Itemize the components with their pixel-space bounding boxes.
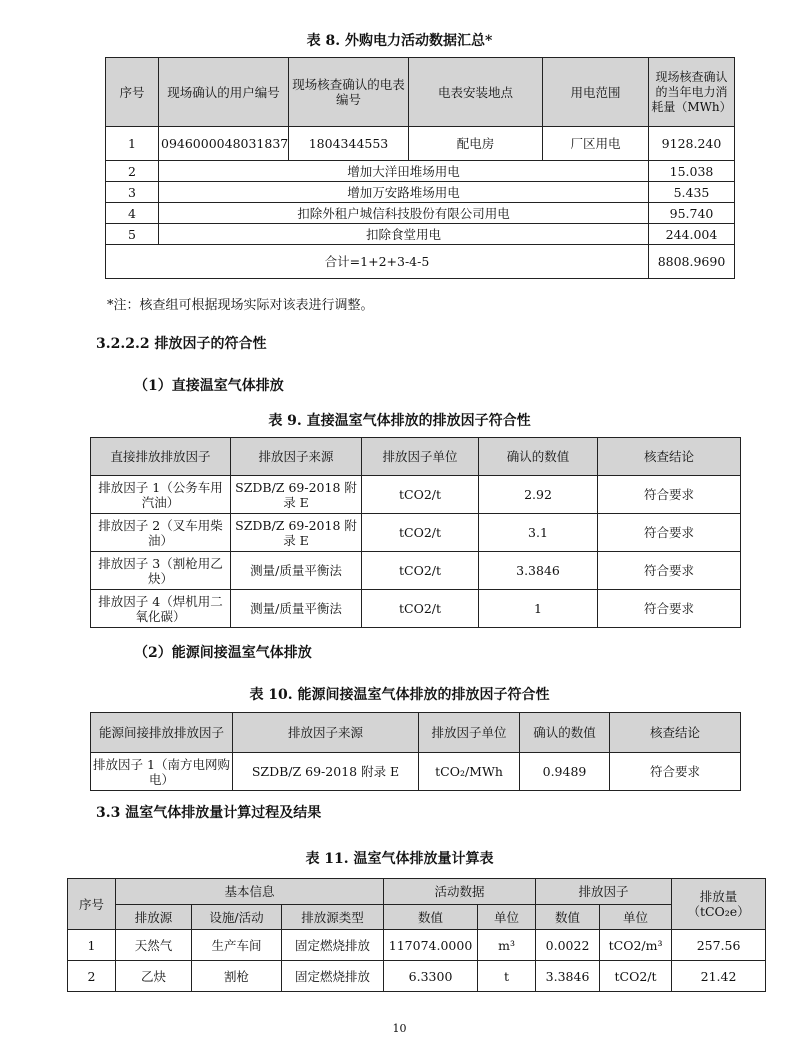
- t11-cell: 乙炔: [116, 961, 192, 992]
- t8-cell: 扣除外租户城信科技股份有限公司用电: [159, 203, 649, 224]
- t9-cell: 测量/质量平衡法: [231, 552, 362, 590]
- t9-cell: 符合要求: [598, 476, 741, 514]
- table-row: [91, 476, 741, 514]
- t11-cell: 3.3846: [536, 961, 600, 992]
- t9-cell: 3.1: [479, 514, 598, 552]
- t8-cell: 1: [106, 127, 159, 161]
- t9-header: 核查结论: [598, 438, 741, 476]
- t8-total-value: 8808.9690: [649, 245, 735, 279]
- t11-subheader: 排放源类型: [282, 905, 384, 930]
- t8-cell: 9128.240: [649, 127, 735, 161]
- t8-cell: 3: [106, 182, 159, 203]
- t11-subheader: 单位: [478, 905, 536, 930]
- t8-header-no: 序号: [106, 58, 159, 127]
- table-11: [67, 878, 766, 992]
- t9-cell: 符合要求: [598, 552, 741, 590]
- t8-cell: 244.004: [649, 224, 735, 245]
- table-8-header-row: [106, 58, 735, 127]
- t10-cell: tCO₂/MWh: [419, 753, 520, 791]
- subsection-indirect-heading: （2）能源间接温室气体排放: [134, 645, 312, 661]
- t9-cell: 符合要求: [598, 590, 741, 628]
- t8-cell: 95.740: [649, 203, 735, 224]
- t8-cell: 4: [106, 203, 159, 224]
- table-row: [68, 961, 766, 992]
- table-9-header-row: [91, 438, 741, 476]
- table-9-caption: 表 9. 直接温室气体排放的排放因子符合性: [268, 413, 531, 429]
- t10-header: 能源间接排放排放因子: [91, 713, 233, 753]
- t11-cell: 天然气: [116, 930, 192, 961]
- section-3-2-2-2-heading: 3.2.2.2 排放因子的符合性: [96, 336, 267, 352]
- t9-cell: 3.3846: [479, 552, 598, 590]
- table-row: [106, 203, 735, 224]
- section-3-3-heading: 3.3 温室气体排放量计算过程及结果: [96, 805, 322, 821]
- page-number: 10: [392, 1022, 407, 1035]
- t9-cell: 排放因子 1（公务车用汽油）: [91, 476, 231, 514]
- t8-header-scope: 用电范围: [543, 58, 649, 127]
- t11-subheader: 单位: [600, 905, 672, 930]
- t11-cell: m³: [478, 930, 536, 961]
- table-row: [91, 753, 741, 791]
- t9-header: 排放因子来源: [231, 438, 362, 476]
- t8-cell: 厂区用电: [543, 127, 649, 161]
- t9-header: 确认的数值: [479, 438, 598, 476]
- t11-cell: 2: [68, 961, 116, 992]
- t10-header: 确认的数值: [520, 713, 610, 753]
- t9-cell: 排放因子 2（叉车用柴油）: [91, 514, 231, 552]
- t8-header-location: 电表安装地点: [409, 58, 543, 127]
- t8-cell: 增加大洋田堆场用电: [159, 161, 649, 182]
- table-row: [91, 514, 741, 552]
- t8-cell: 1804344553: [289, 127, 409, 161]
- table-row: [106, 224, 735, 245]
- t10-cell: 排放因子 1（南方电网购电）: [91, 753, 233, 791]
- t11-subheader: 数值: [536, 905, 600, 930]
- t8-cell: 5: [106, 224, 159, 245]
- t10-header: 排放因子来源: [233, 713, 419, 753]
- table-8-caption: 表 8. 外购电力活动数据汇总*: [306, 33, 493, 49]
- t10-header: 排放因子单位: [419, 713, 520, 753]
- t9-header: 排放因子单位: [362, 438, 479, 476]
- t9-cell: 测量/质量平衡法: [231, 590, 362, 628]
- t11-header-activity: 活动数据: [384, 879, 536, 905]
- t8-cell: 扣除食堂用电: [159, 224, 649, 245]
- t9-cell: tCO2/t: [362, 514, 479, 552]
- t9-cell: 符合要求: [598, 514, 741, 552]
- t11-header-no: 序号: [68, 879, 116, 930]
- t11-cell: t: [478, 961, 536, 992]
- t10-header: 核查结论: [610, 713, 741, 753]
- table-total-row: [106, 245, 735, 279]
- t8-header-user-id: 现场确认的用户编号: [159, 58, 289, 127]
- t9-cell: tCO2/t: [362, 476, 479, 514]
- t9-cell: 排放因子 4（焊机用二氧化碳）: [91, 590, 231, 628]
- t8-cell: 2: [106, 161, 159, 182]
- table-11-subheader-row: [68, 905, 766, 930]
- t9-cell: 1: [479, 590, 598, 628]
- t9-cell: 2.92: [479, 476, 598, 514]
- t11-header-factor: 排放因子: [536, 879, 672, 905]
- t8-cell: 配电房: [409, 127, 543, 161]
- table-row: [106, 127, 735, 161]
- t8-total-label: 合计=1+2+3-4-5: [106, 245, 649, 279]
- t9-header: 直接排放排放因子: [91, 438, 231, 476]
- t11-cell: 固定燃烧排放: [282, 930, 384, 961]
- subsection-direct-heading: （1）直接温室气体排放: [134, 378, 284, 394]
- table-10-caption: 表 10. 能源间接温室气体排放的排放因子符合性: [249, 687, 550, 703]
- table-row: [91, 590, 741, 628]
- t9-cell: SZDB/Z 69-2018 附录 E: [231, 476, 362, 514]
- table-11-caption: 表 11. 温室气体排放量计算表: [305, 851, 494, 867]
- t11-cell: 割枪: [192, 961, 282, 992]
- table-10-header-row: [91, 713, 741, 753]
- t11-cell: 257.56: [672, 930, 766, 961]
- t11-header-emission: 排放量（tCO₂e）: [672, 879, 766, 930]
- t11-subheader: 排放源: [116, 905, 192, 930]
- table-9: [90, 437, 741, 628]
- t11-cell: 6.3300: [384, 961, 478, 992]
- t10-cell: 符合要求: [610, 753, 741, 791]
- table-8: [105, 57, 735, 279]
- t11-cell: 0.0022: [536, 930, 600, 961]
- t11-header-basic: 基本信息: [116, 879, 384, 905]
- t11-cell: 固定燃烧排放: [282, 961, 384, 992]
- t11-cell: 生产车间: [192, 930, 282, 961]
- t11-cell: 117074.0000: [384, 930, 478, 961]
- table-11-header-row: [68, 879, 766, 905]
- t8-header-consumption: 现场核查确认的当年电力消耗量（MWh）: [649, 58, 735, 127]
- table-10: [90, 712, 741, 791]
- t9-cell: 排放因子 3（割枪用乙炔）: [91, 552, 231, 590]
- table-row: [106, 182, 735, 203]
- t11-subheader: 数值: [384, 905, 478, 930]
- t8-cell: 5.435: [649, 182, 735, 203]
- table-row: [91, 552, 741, 590]
- t11-subheader: 设施/活动: [192, 905, 282, 930]
- t9-cell: tCO2/t: [362, 590, 479, 628]
- t9-cell: tCO2/t: [362, 552, 479, 590]
- t11-cell: tCO2/t: [600, 961, 672, 992]
- t11-cell: tCO2/m³: [600, 930, 672, 961]
- t11-cell: 21.42: [672, 961, 766, 992]
- table-8-note: *注：核查组可根据现场实际对该表进行调整。: [107, 298, 374, 313]
- table-row: [68, 930, 766, 961]
- t9-cell: SZDB/Z 69-2018 附录 E: [231, 514, 362, 552]
- t8-cell: 0946000048031837: [159, 127, 289, 161]
- t10-cell: 0.9489: [520, 753, 610, 791]
- t11-cell: 1: [68, 930, 116, 961]
- t10-cell: SZDB/Z 69-2018 附录 E: [233, 753, 419, 791]
- t8-cell: 15.038: [649, 161, 735, 182]
- table-row: [106, 161, 735, 182]
- t8-cell: 增加万安路堆场用电: [159, 182, 649, 203]
- t8-header-meter-id: 现场核查确认的电表编号: [289, 58, 409, 127]
